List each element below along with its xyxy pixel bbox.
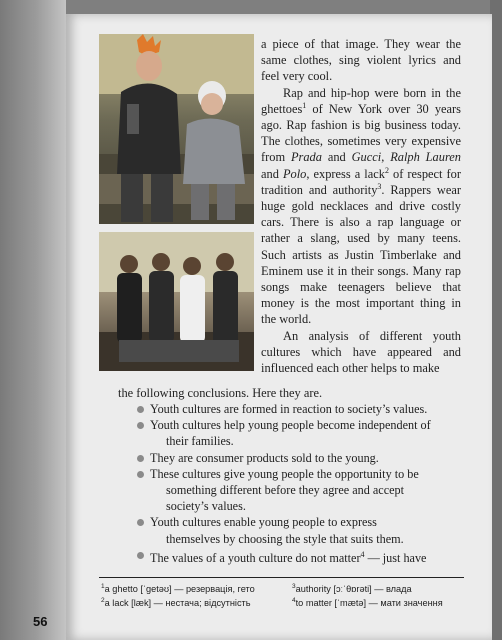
list-item: The values of a youth culture do not matter$^4$ — just have [136,547,466,566]
conclusion-line: the following conclusions. Here they are. [118,386,323,400]
footnote-1: $^1$a ghetto [ˈɡetəʊ] — резервація, гето [101,583,255,595]
list-item: They are consumer products sold to the young. [136,450,466,466]
footnote-3: $^3$authority [ɔːˈθɒrəti] — влада [292,583,412,595]
conclusions-list [136,401,466,566]
punk-and-grandmother-photo [99,34,254,224]
page-number: 56 [33,614,48,629]
book-spine-shadow [0,0,66,640]
rap-group-photo [99,232,254,371]
list-item: Youth cultures are formed in reaction to society’s values. [136,401,466,417]
text-column [261,36,461,376]
paragraph-3: An analysis of different youth cultures which have appeared and influenced each other helps to make [261,328,461,376]
footnote-2: $^2$a lack [læk] — нестача; відсутність [101,597,251,609]
list-item: Youth cultures help young people become independent of their families. [136,417,466,449]
paragraph-2: Rap and hip-hop were born in the ghettoes$^1$ of New York over 30 years ago. Rap fashion is big business today. The clothes, sometimes very expensive from Prada and Gucci, Ralph Lauren and Polo, express a lack$^2$ of respect for tradition and authority$^3$. Rappers wear huge gold necklaces and drive costly cars. There is also a rap language or rather a slang, used by many teens. Such artists as Justin Timberlake and Eminem use it in their songs. Many rap songs make teenagers believe that money is the most important thing in the world. [261,85,461,327]
list-item: Youth cultures enable young people to express themselves by choosing the style that suits them. [136,514,466,546]
paragraph-1: a piece of that image. They wear the same clothes, sing violent lyrics and feel very cool. [261,37,461,84]
footnote-divider [99,577,464,578]
list-item: These cultures give young people the opportunity to be something different before they agree and accept society’s values. [136,466,466,515]
footnote-4: $^4$to matter [ˈmætə] — мати значення [292,597,443,609]
